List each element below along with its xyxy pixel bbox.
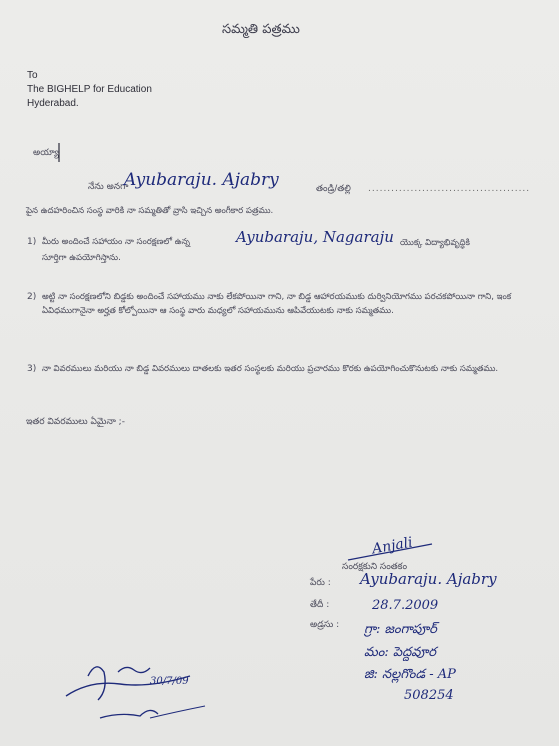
official-date: 30/7/09	[150, 676, 189, 687]
item-1-text-b: యొక్క విద్యాభివృద్ధికి	[400, 238, 470, 248]
signature-label: సంరక్షకుని సంతకం	[342, 562, 408, 572]
intro-line2: పైన ఉదహరించిన సంస్థ వారికి నా సమ్మతితో వ్రాసి ఇచ్చిన అంగీకార పత్రము.	[26, 206, 274, 216]
field-date-value: 28.7.2009	[372, 598, 439, 613]
item-3-text: నా వివరములు మరియు నా బిడ్డ వివరములు దాతలకు ఇతర సంస్థలకు మరియు ప్రచారము కొరకు ఉపయోగించుకొనుటకు నాకు సమ్మతము.	[42, 364, 499, 374]
field-address-label: అడ్రసు :	[310, 620, 340, 630]
other-details-label: ఇతర వివరములు ఏమైనా ;-	[26, 417, 125, 427]
field-address-line2: మం: పెద్దవూర	[364, 645, 437, 660]
item-3-number: 3)	[27, 364, 37, 374]
intro-fill-dots: ..........................................	[368, 184, 531, 194]
item-1-text-c: సూర్తిగా ఉపయోగిస్తాను.	[42, 253, 121, 263]
address-to: To	[27, 70, 38, 81]
field-name-value: Ayubaraju. Ajabry	[360, 570, 497, 588]
intro-suffix: తండ్రి/తల్లి	[316, 184, 351, 194]
field-address-pincode: 508254	[404, 688, 454, 703]
intro-name-handwritten: Ayubaraju. Ajabry	[124, 170, 279, 190]
item-1-text-a: మీరు అందించే సహాయం నా సంరక్షణలో ఉన్న	[42, 237, 190, 247]
guardian-signature: Anjali	[370, 534, 414, 558]
field-address-line3: జి: నల్లగొండ - AP	[364, 667, 456, 682]
item-1-handwritten: Ayubaraju, Nagaraju	[236, 228, 394, 246]
document-title: సమ్మతి పత్రము	[222, 22, 300, 37]
field-name-label: పేరు :	[310, 578, 331, 588]
salutation: అయ్యా	[33, 148, 59, 158]
address-org: The BIGHELP for Education	[27, 84, 152, 95]
field-address-line1: గ్రా: జంగాపూర్	[364, 622, 437, 637]
item-2-text: అట్టి నా సంరక్షణలోని బిడ్డకు అందించే సహాయము నాకు లేకపోయినా గాని, నా బిడ్డ ఆహారయముకు దుర్వినియోగము పరచకపోయినా గాని, ఇంక ఏవిధముగానైనా అర్హత కోల్పోయినా ఆ సంస్థ వారు మధ్యలో సహాయమును ఆపివేయుటకు నాకు సమ్మతము.	[42, 292, 512, 316]
field-date-label: తేదీ :	[310, 600, 330, 610]
intro-prefix: నేను అనగా	[88, 182, 129, 192]
item-2-number: 2)	[27, 292, 37, 302]
item-1-number: 1)	[27, 237, 37, 247]
address-city: Hyderabad.	[27, 98, 79, 109]
